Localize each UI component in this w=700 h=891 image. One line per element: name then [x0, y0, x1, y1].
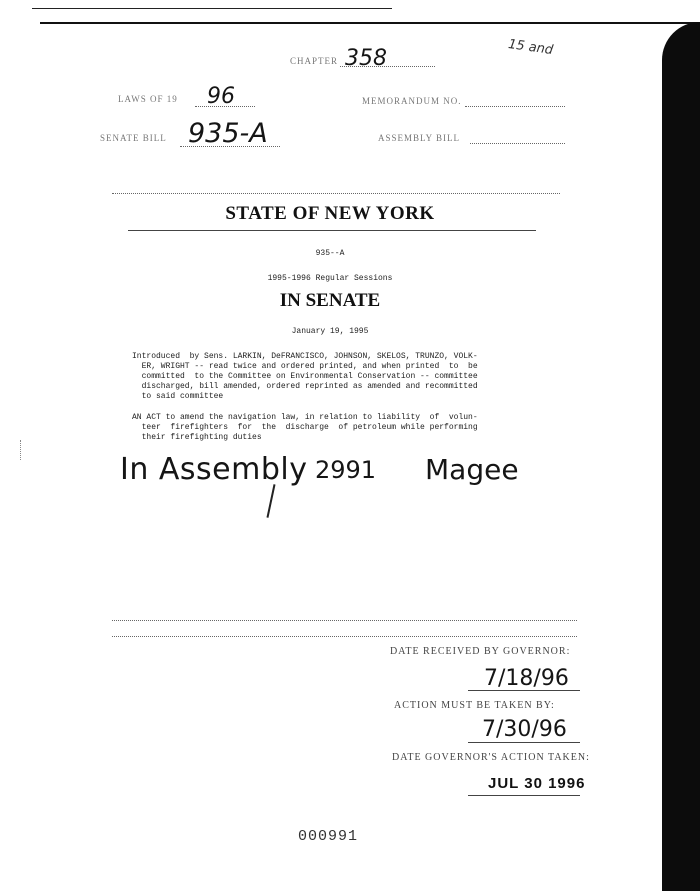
date-received-line — [468, 690, 580, 691]
top-border-line — [40, 22, 700, 24]
bill-number: 935--A — [315, 249, 345, 258]
introduction-line: discharged, bill amended, ordered reprinted as amended and recommitted — [132, 382, 478, 391]
assembly-number: 2991 — [315, 456, 377, 484]
senate-bill-value: 935-A — [188, 118, 268, 149]
act-line: teer firefighters for the discharge of petroleum while performing — [132, 423, 478, 432]
lower-separator-1 — [112, 620, 577, 621]
senate-bill-line — [180, 146, 280, 147]
assembly-note: In Assembly — [120, 452, 308, 487]
date-received-label: DATE RECEIVED BY GOVERNOR: — [390, 646, 571, 657]
act-line: AN ACT to amend the navigation law, in relation to liability of volun- — [132, 413, 478, 422]
corner-note: 15 and — [507, 36, 554, 59]
laws-label: LAWS OF 19 — [118, 94, 178, 104]
memorandum-label: MEMORANDUM NO. — [362, 96, 462, 106]
chapter-value: 358 — [345, 46, 387, 71]
assembly-bill-label: ASSEMBLY BILL — [378, 133, 461, 143]
action-taken-stamp: JUL 30 1996 — [488, 775, 586, 792]
introduction-line: ER, WRIGHT -- read twice and ordered printed, and when printed to be — [132, 362, 478, 371]
header-separator — [112, 193, 560, 194]
assembly-sponsor: Magee — [425, 453, 519, 486]
lower-separator-2 — [112, 636, 577, 637]
top-scan-line — [32, 8, 392, 9]
chamber-title: IN SENATE — [279, 290, 381, 311]
action-must-label: ACTION MUST BE TAKEN BY: — [394, 700, 555, 711]
state-title-rule — [128, 230, 536, 231]
act-paragraph — [132, 413, 478, 443]
laws-line — [195, 106, 255, 107]
introduction-paragraph — [132, 352, 478, 402]
handwriting-stroke — [266, 484, 275, 518]
memorandum-line — [465, 106, 565, 107]
senate-bill-label: SENATE BILL — [100, 133, 167, 143]
chapter-line — [340, 66, 435, 67]
action-must-line — [468, 742, 580, 743]
session: 1995-1996 Regular Sessions — [267, 274, 393, 283]
scan-edge-shadow — [662, 22, 700, 891]
chapter-label: CHAPTER — [290, 56, 339, 66]
action-taken-line — [468, 795, 580, 796]
assembly-bill-line — [470, 143, 565, 144]
date-received-value: 7/18/96 — [484, 666, 569, 691]
state-title: STATE OF NEW YORK — [225, 203, 435, 224]
page-number: 000991 — [298, 828, 359, 845]
introduction-line: to said committee — [132, 392, 224, 401]
action-must-value: 7/30/96 — [482, 717, 567, 742]
introduction-line: committed to the Committee on Environmental Conservation -- committee — [132, 372, 478, 381]
bill-date: January 19, 1995 — [291, 327, 369, 336]
laws-value: 96 — [207, 84, 235, 109]
margin-mark — [20, 440, 25, 460]
action-taken-label: DATE GOVERNOR'S ACTION TAKEN: — [392, 752, 590, 763]
introduction-line: Introduced by Sens. LARKIN, DeFRANCISCO, JOHNSON, SKELOS, TRUNZO, VOLK- — [132, 352, 478, 361]
act-line: their firefighting duties — [132, 433, 262, 442]
